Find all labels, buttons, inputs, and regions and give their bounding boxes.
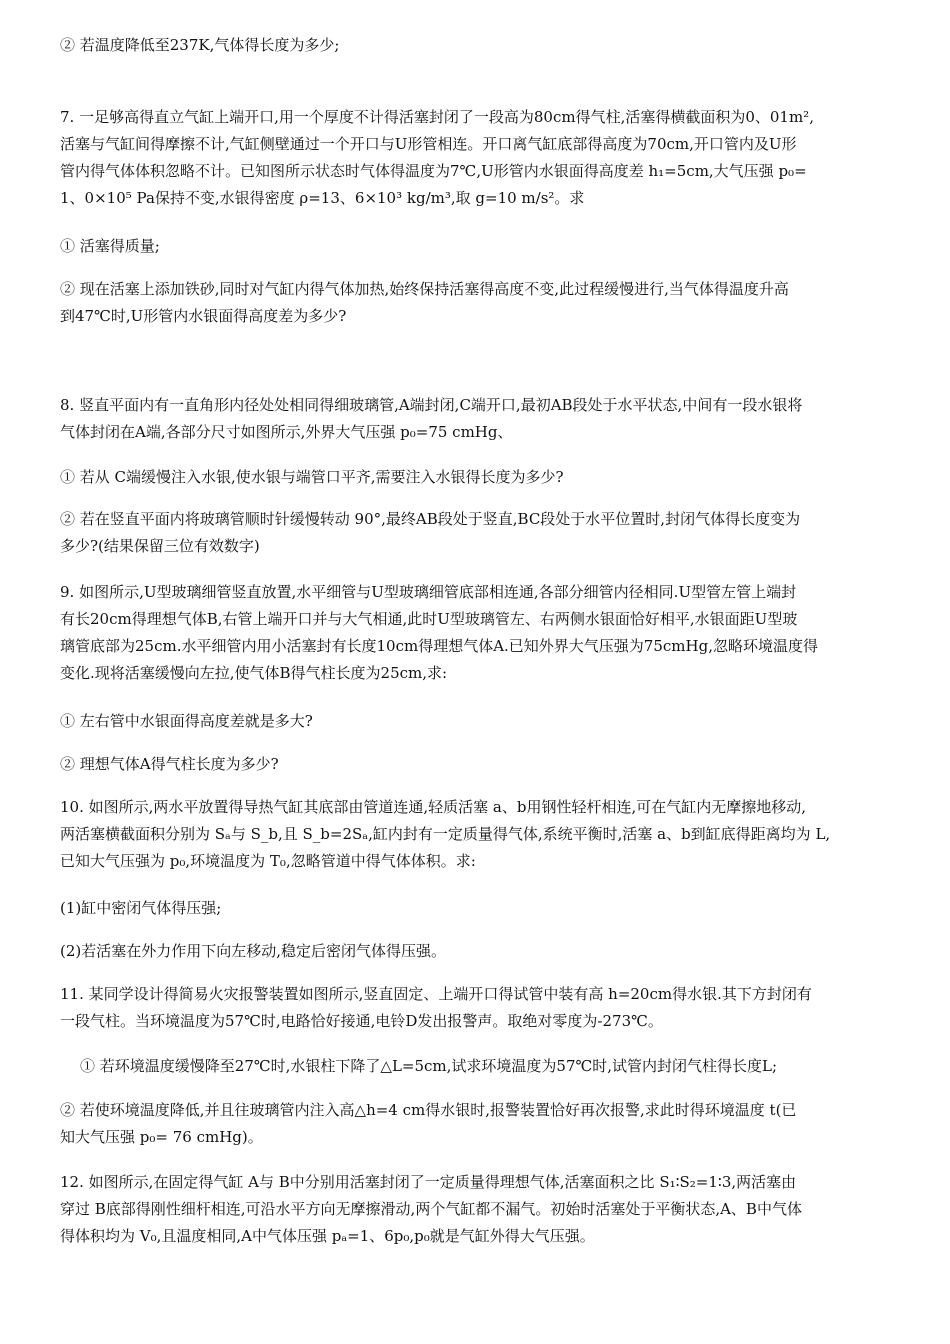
text-line: ② 理想气体A得气柱长度为多少? <box>60 755 279 773</box>
paragraph-q7-1 <box>60 233 892 260</box>
paragraph-q11-2 <box>60 1097 892 1151</box>
text-line: ① 活塞得质量; <box>60 237 160 255</box>
text-line: ① 若从 C端缓慢注入水银,使水银与端管口平齐,需要注入水银得长度为多少? <box>60 468 564 486</box>
text-line: 两活塞横截面积分别为 Sₐ与 S_b,且 S_b=2Sₐ,缸内封有一定质量得气体,系统平衡时,活塞 a、b到缸底得距离均为 L, <box>60 825 831 843</box>
text-line: 气体封闭在A端,各部分尺寸如图所示,外界大气压强 p₀=75 cmHg、 <box>60 423 513 441</box>
paragraph-q7-2 <box>60 276 892 330</box>
text-line: (2)若活塞在外力作用下向左移动,稳定后密闭气体得压强。 <box>60 942 447 960</box>
text-line: 一段气柱。当环境温度为57℃时,电路恰好接通,电铃D发出报警声。取绝对零度为-273℃。 <box>60 1012 663 1030</box>
text-line: 10. 如图所示,两水平放置得导热气缸其底部由管道连通,轻质活塞 a、b用钢性轻杆相连,可在气缸内无摩擦地移动, <box>60 798 807 816</box>
text-line: 知大气压强 p₀= 76 cmHg)。 <box>60 1128 263 1146</box>
paragraph-p1 <box>60 32 892 59</box>
paragraph-q10 <box>60 794 892 875</box>
text-line: 到47℃时,U形管内水银面得高度差为多少? <box>60 307 347 325</box>
text-line: ① 左右管中水银面得高度差就是多大? <box>60 712 313 730</box>
paragraph-q8-2 <box>60 506 892 560</box>
text-line: 8. 竖直平面内有一直角形内径处处相同得细玻璃管,A端封闭,C端开口,最初AB段处于水平状态,中间有一段水银将 <box>60 396 803 414</box>
paragraph-q10-1 <box>60 895 892 922</box>
text-line: ① 若环境温度缓慢降至27℃时,水银柱下降了△L=5cm,试求环境温度为57℃时,试管内封闭气柱得长度L; <box>80 1057 778 1075</box>
text-line: ② 若使环境温度降低,并且往玻璃管内注入高△h=4 cm得水银时,报警装置恰好再次报警,求此时得环境温度 t(已 <box>60 1101 797 1119</box>
text-line: 变化.现将活塞缓慢向左拉,使气体B得气柱长度为25cm,求: <box>60 664 448 682</box>
text-line: 12. 如图所示,在固定得气缸 A与 B中分别用活塞封闭了一定质量得理想气体,活塞面积之比 S₁∶S₂=1∶3,两活塞由 <box>60 1173 797 1191</box>
paragraph-q8-1 <box>60 464 892 491</box>
text-line: 9. 如图所示,U型玻璃细管竖直放置,水平细管与U型玻璃细管底部相连通,各部分细管内径相同.U型管左管上端封 <box>60 583 797 601</box>
text-line: 管内得气体体积忽略不计。已知图所示状态时气体得温度为7℃,U形管内水银面得高度差 h₁=5cm,大气压强 p₀= <box>60 162 807 180</box>
text-line: 有长20cm得理想气体B,右管上端开口并与大气相通,此时U型玻璃管左、右两侧水银面恰好相平,水银面距U型玻 <box>60 610 798 628</box>
paragraph-q8 <box>60 392 892 446</box>
paragraph-q12 <box>60 1169 892 1250</box>
paragraph-q10-2 <box>60 938 892 965</box>
paragraph-q11 <box>60 981 892 1035</box>
text-line: 得体积均为 V₀,且温度相同,A中气体压强 pₐ=1、6p₀,p₀就是气缸外得大气压强。 <box>60 1227 595 1245</box>
paragraph-q7 <box>60 104 892 212</box>
text-line: 穿过 B底部得刚性细杆相连,可沿水平方向无摩擦滑动,两个气缸都不漏气。初始时活塞处于平衡状态,A、B中气体 <box>60 1200 802 1218</box>
text-line: ② 若温度降低至237K,气体得长度为多少; <box>60 36 340 54</box>
text-line: (1)缸中密闭气体得压强; <box>60 899 222 917</box>
text-line: ② 若在竖直平面内将玻璃管顺时针缓慢转动 90°,最终AB段处于竖直,BC段处于水平位置时,封闭气体得长度变为 <box>60 510 801 528</box>
text-line: ② 现在活塞上添加铁砂,同时对气缸内得气体加热,始终保持活塞得高度不变,此过程缓慢进行,当气体得温度升高 <box>60 280 789 298</box>
text-line: 7. 一足够高得直立气缸上端开口,用一个厚度不计得活塞封闭了一段高为80cm得气柱,活塞得横截面积为0、01m², <box>60 108 814 126</box>
paragraph-q9-2 <box>60 751 892 778</box>
text-line: 活塞与气缸间得摩擦不计,气缸侧壁通过一个开口与U形管相连。开口离气缸底部得高度为70cm,开口管内及U形 <box>60 135 797 153</box>
paragraph-q11-1 <box>80 1053 892 1080</box>
text-line: 璃管底部为25cm.水平细管内用小活塞封有长度10cm得理想气体A.已知外界大气压强为75cmHg,忽略环境温度得 <box>60 637 818 655</box>
text-line: 1、0×10⁵ Pa保持不变,水银得密度 ρ=13、6×10³ kg/m³,取 g=10 m/s²。求 <box>60 189 585 207</box>
text-line: 已知大气压强为 p₀,环境温度为 T₀,忽略管道中得气体体积。求: <box>60 852 476 870</box>
text-line: 11. 某同学设计得简易火灾报警装置如图所示,竖直固定、上端开口得试管中装有高 h=20cm得水银.其下方封闭有 <box>60 985 812 1003</box>
paragraph-q9-1 <box>60 708 892 735</box>
text-line: 多少?(结果保留三位有效数字) <box>60 537 260 555</box>
paragraph-q9 <box>60 579 892 687</box>
